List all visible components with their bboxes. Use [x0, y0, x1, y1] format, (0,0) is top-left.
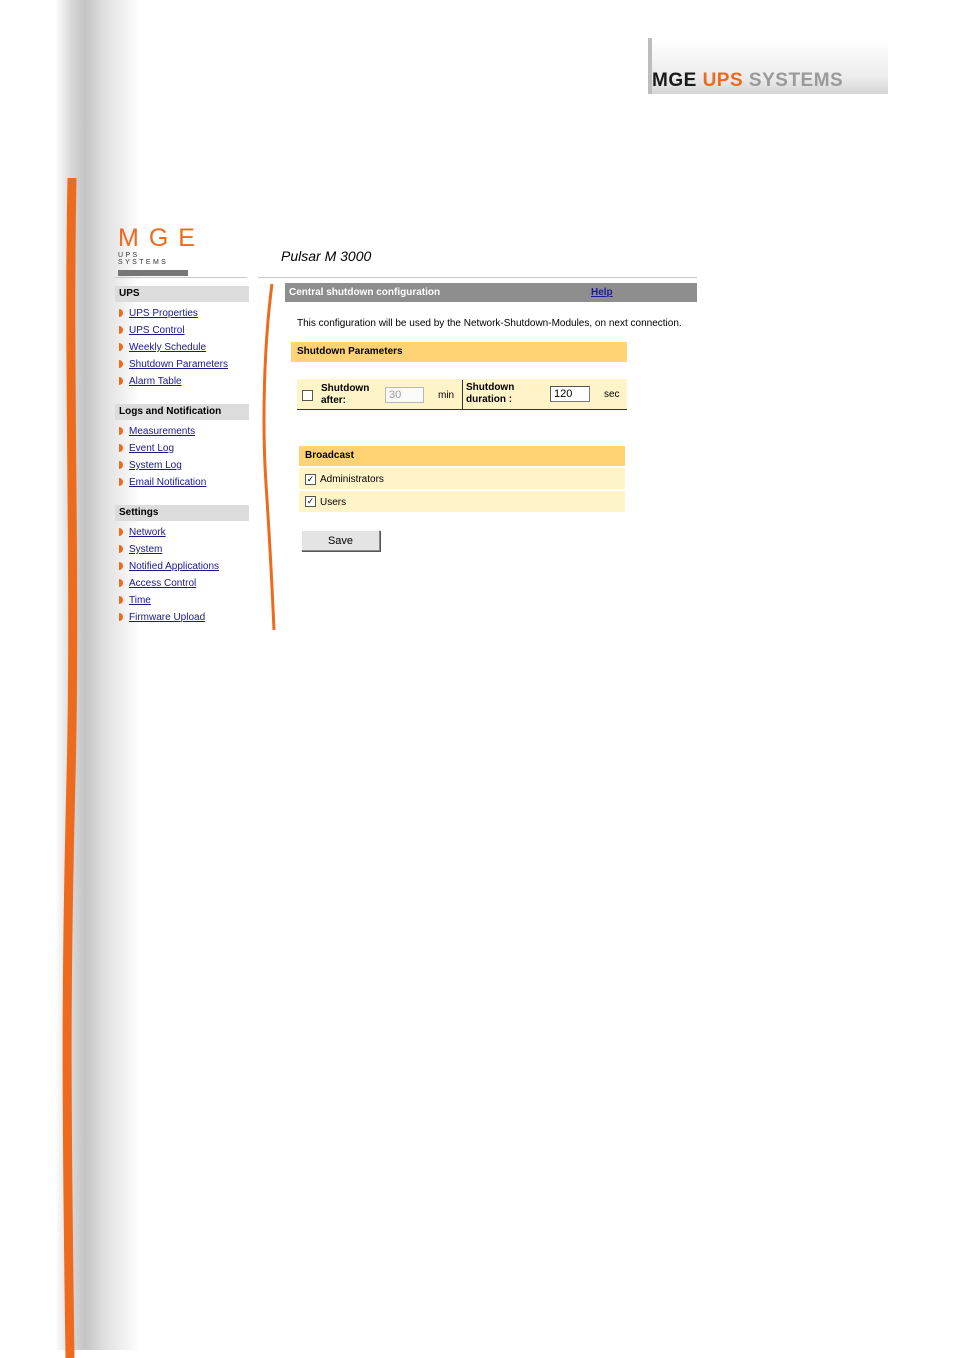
bullet-icon: [119, 562, 123, 570]
sidebar-item-shutdown-parameters[interactable]: [118, 358, 228, 375]
sidebar-link[interactable]: Time: [129, 595, 151, 606]
sidebar-link[interactable]: Notified Applications: [129, 561, 220, 572]
sidebar-item-measurements[interactable]: [118, 425, 206, 442]
bullet-icon: [119, 309, 123, 317]
bullet-icon: [119, 343, 123, 351]
sidebar-link[interactable]: System: [129, 544, 163, 555]
sidebar-item-weekly-schedule[interactable]: [118, 341, 228, 358]
shutdown-after-input[interactable]: [385, 387, 424, 403]
sidebar-list-settings: [118, 526, 219, 628]
sidebar-link[interactable]: Network: [129, 527, 166, 538]
shutdown-after-label-line1: Shutdown: [321, 383, 370, 394]
brand-part-mge: MGE: [652, 70, 697, 91]
shutdown-duration-input[interactable]: [550, 386, 590, 402]
bullet-icon: [119, 360, 123, 368]
product-title: Pulsar M 3000: [281, 248, 372, 264]
sidebar-section-logs: Logs and Notification: [115, 404, 249, 420]
sidebar-section-settings: Settings: [115, 505, 249, 521]
bullet-icon: [119, 596, 123, 604]
bullet-icon: [119, 444, 123, 452]
brand-part-ups: UPS: [702, 70, 744, 91]
broadcast-row-users: [299, 491, 625, 512]
sidebar-link[interactable]: Access Control: [129, 578, 197, 589]
sidebar-link[interactable]: Measurements: [129, 426, 196, 437]
help-link[interactable]: Help: [591, 287, 613, 298]
sidebar-item-email-notification[interactable]: [118, 476, 206, 493]
bullet-icon: [119, 579, 123, 587]
sidebar-item-system-log[interactable]: [118, 459, 206, 476]
sidebar-link[interactable]: UPS Properties: [129, 308, 198, 319]
sidebar-item-access-control[interactable]: [118, 577, 219, 594]
sidebar-divider: [115, 277, 247, 278]
sidebar-item-time[interactable]: [118, 594, 219, 611]
brand-part-systems: SYSTEMS: [748, 70, 844, 91]
sidebar-link[interactable]: Firmware Upload: [129, 612, 206, 623]
sidebar-list-logs: [118, 425, 206, 493]
bullet-icon: [119, 461, 123, 469]
logo-subtitle: UPS SYSTEMS: [118, 252, 169, 266]
sidebar-link[interactable]: Alarm Table: [129, 376, 182, 387]
sidebar-item-notified-applications[interactable]: [118, 560, 219, 577]
shutdown-params-header: Shutdown Parameters: [291, 342, 627, 362]
sidebar-item-system[interactable]: [118, 543, 219, 560]
sidebar-link[interactable]: Weekly Schedule: [129, 342, 207, 353]
logo-bar: [118, 270, 188, 276]
broadcast-header: Broadcast: [299, 446, 625, 466]
bullet-icon: [119, 545, 123, 553]
shutdown-after-unit: min: [438, 390, 455, 401]
users-label: Users: [320, 497, 347, 508]
sidebar-item-event-log[interactable]: [118, 442, 206, 459]
intro-text: This configuration will be used by the Network-Shutdown-Modules, on next connection.: [297, 318, 682, 329]
shutdown-duration-label-line2: duration :: [466, 394, 513, 405]
save-button[interactable]: Save: [301, 530, 380, 551]
sidebar-item-ups-control[interactable]: [118, 324, 228, 341]
check-mark-icon: ✓: [306, 496, 315, 506]
param-divider: [462, 380, 463, 409]
sidebar-item-alarm-table[interactable]: [118, 375, 228, 392]
sidebar-link[interactable]: Email Notification: [129, 477, 207, 488]
bullet-icon: [119, 326, 123, 334]
page-edge-accent: [62, 178, 82, 1358]
shutdown-duration-label-line1: Shutdown: [466, 382, 515, 393]
users-checkbox[interactable]: [305, 496, 316, 507]
brand-wordmark: [652, 70, 843, 92]
sidebar-list-ups: [118, 307, 228, 392]
administrators-checkbox[interactable]: [305, 474, 316, 485]
sidebar-item-ups-properties[interactable]: [118, 307, 228, 324]
sidebar-link[interactable]: System Log: [129, 460, 182, 471]
sidebar-link[interactable]: Shutdown Parameters: [129, 359, 228, 370]
sidebar-link[interactable]: UPS Control: [129, 325, 185, 336]
bullet-icon: [119, 478, 123, 486]
bullet-icon: [119, 528, 123, 536]
bullet-icon: [119, 427, 123, 435]
sidebar-item-firmware-upload[interactable]: [118, 611, 219, 628]
sidebar-item-network[interactable]: [118, 526, 219, 543]
header-divider: [258, 277, 697, 278]
logo-letters: MGE: [118, 224, 205, 252]
bullet-icon: [119, 377, 123, 385]
shutdown-after-label-line2: after:: [321, 395, 347, 406]
shutdown-after-checkbox[interactable]: [302, 390, 313, 401]
panel-title: Central shutdown configuration: [285, 283, 697, 302]
sidebar-section-ups: UPS: [115, 286, 249, 302]
mge-logo: [118, 224, 205, 276]
shutdown-duration-label: [466, 382, 514, 406]
bullet-icon: [119, 613, 123, 621]
sidebar-link[interactable]: Event Log: [129, 443, 175, 454]
shutdown-duration-unit: sec: [604, 389, 620, 400]
administrators-label: Administrators: [320, 474, 384, 485]
shutdown-after-label: [321, 383, 369, 407]
check-mark-icon: ✓: [306, 474, 315, 484]
content-separator: [258, 284, 280, 630]
